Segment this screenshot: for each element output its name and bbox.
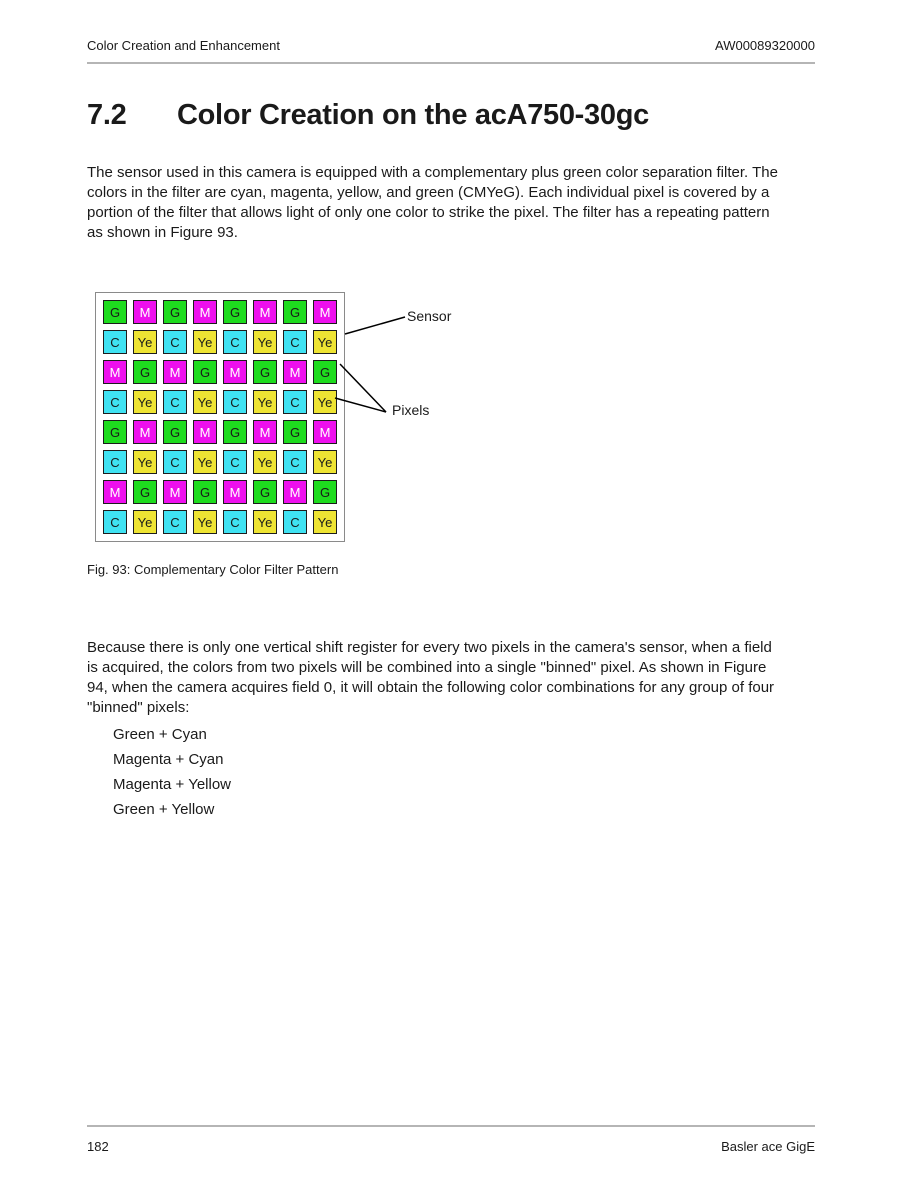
filter-cell-g: G bbox=[193, 360, 217, 384]
filter-cell-g: G bbox=[223, 420, 247, 444]
filter-cell-g: G bbox=[313, 480, 337, 504]
filter-cell-m: M bbox=[313, 420, 337, 444]
header-section-label: Color Creation and Enhancement bbox=[87, 38, 280, 53]
page-footer bbox=[87, 1125, 815, 1154]
figure-93 bbox=[87, 292, 779, 544]
filter-cell-g: G bbox=[133, 360, 157, 384]
page-header bbox=[87, 38, 815, 64]
filter-cell-ye: Ye bbox=[193, 330, 217, 354]
filter-cell-ye: Ye bbox=[193, 510, 217, 534]
filter-cell-ye: Ye bbox=[193, 390, 217, 414]
filter-cell-ye: Ye bbox=[253, 510, 277, 534]
filter-cell-m: M bbox=[193, 300, 217, 324]
filter-cell-m: M bbox=[253, 300, 277, 324]
filter-cell-c: C bbox=[163, 450, 187, 474]
filter-cell-m: M bbox=[133, 420, 157, 444]
filter-cell-g: G bbox=[223, 300, 247, 324]
filter-cell-m: M bbox=[283, 360, 307, 384]
filter-cell-m: M bbox=[133, 300, 157, 324]
color-combination-item: Magenta + Cyan bbox=[113, 751, 224, 768]
filter-cell-ye: Ye bbox=[313, 390, 337, 414]
filter-cell-m: M bbox=[313, 300, 337, 324]
filter-cell-m: M bbox=[223, 480, 247, 504]
filter-cell-ye: Ye bbox=[193, 450, 217, 474]
filter-cell-ye: Ye bbox=[253, 450, 277, 474]
filter-cell-m: M bbox=[103, 360, 127, 384]
header-document-number: AW00089320000 bbox=[715, 38, 815, 53]
filter-cell-g: G bbox=[163, 300, 187, 324]
filter-cell-g: G bbox=[103, 300, 127, 324]
filter-cell-g: G bbox=[313, 360, 337, 384]
filter-cell-ye: Ye bbox=[133, 390, 157, 414]
filter-cell-g: G bbox=[283, 300, 307, 324]
filter-cell-c: C bbox=[163, 390, 187, 414]
section-heading bbox=[87, 99, 815, 132]
color-combination-item: Magenta + Yellow bbox=[113, 776, 232, 793]
filter-cell-c: C bbox=[163, 510, 187, 534]
filter-cell-m: M bbox=[283, 480, 307, 504]
filter-cell-c: C bbox=[283, 330, 307, 354]
filter-cell-m: M bbox=[223, 360, 247, 384]
filter-cell-ye: Ye bbox=[133, 450, 157, 474]
filter-cell-m: M bbox=[103, 480, 127, 504]
filter-cell-m: M bbox=[253, 420, 277, 444]
filter-cell-c: C bbox=[283, 510, 307, 534]
filter-cell-g: G bbox=[163, 420, 187, 444]
color-combination-item: Green + Cyan bbox=[113, 726, 207, 743]
filter-cell-c: C bbox=[223, 330, 247, 354]
filter-cell-ye: Ye bbox=[313, 510, 337, 534]
filter-cell-c: C bbox=[103, 390, 127, 414]
filter-cell-c: C bbox=[223, 390, 247, 414]
filter-cell-g: G bbox=[193, 480, 217, 504]
footer-product-name: Basler ace GigE bbox=[721, 1139, 815, 1154]
filter-cell-ye: Ye bbox=[313, 330, 337, 354]
pixels-label: Pixels bbox=[392, 402, 430, 418]
filter-cell-ye: Ye bbox=[313, 450, 337, 474]
filter-cell-c: C bbox=[103, 330, 127, 354]
filter-cell-ye: Ye bbox=[133, 510, 157, 534]
filter-cell-m: M bbox=[193, 420, 217, 444]
section-title-text: Color Creation on the acA750-30gc bbox=[177, 99, 649, 131]
filter-cell-m: M bbox=[163, 480, 187, 504]
filter-cell-c: C bbox=[283, 450, 307, 474]
color-combination-list bbox=[113, 727, 231, 827]
filter-cell-c: C bbox=[223, 510, 247, 534]
filter-cell-c: C bbox=[283, 390, 307, 414]
sensor-pointer-line bbox=[345, 317, 405, 334]
page-number: 182 bbox=[87, 1139, 109, 1154]
filter-cell-ye: Ye bbox=[253, 390, 277, 414]
color-filter-grid bbox=[95, 292, 345, 542]
paragraph-binning: Because there is only one vertical shift register for every two pixels in the camera's sensor, when a field is acquired, the colors from two pixels will be combined into a single "binned" pixel. As shown in Figure 94, when the camera acquires field 0, it will obtain the following color combinations for any group of four "binned" pixels: bbox=[87, 639, 775, 716]
pixels-pointer-line-1 bbox=[340, 364, 386, 412]
sensor-label: Sensor bbox=[407, 308, 452, 324]
filter-cell-c: C bbox=[103, 450, 127, 474]
filter-cell-m: M bbox=[163, 360, 187, 384]
filter-cell-g: G bbox=[283, 420, 307, 444]
figure-caption: Fig. 93: Complementary Color Filter Pattern bbox=[87, 562, 339, 577]
filter-cell-c: C bbox=[103, 510, 127, 534]
filter-cell-g: G bbox=[133, 480, 157, 504]
filter-cell-g: G bbox=[253, 360, 277, 384]
filter-cell-g: G bbox=[103, 420, 127, 444]
filter-cell-g: G bbox=[253, 480, 277, 504]
filter-cell-ye: Ye bbox=[133, 330, 157, 354]
paragraph-intro: The sensor used in this camera is equipped with a complementary plus green color separation filter. The colors in the filter are cyan, magenta, yellow, and green (CMYeG). Each individual pixel is covered by a portion of the filter that allows light of only one color to strike the pixel. The filter has a repeating pattern as shown in Figure 93. bbox=[87, 164, 778, 241]
filter-cell-c: C bbox=[163, 330, 187, 354]
filter-cell-ye: Ye bbox=[253, 330, 277, 354]
section-number: 7.2 bbox=[87, 99, 127, 131]
filter-cell-c: C bbox=[223, 450, 247, 474]
color-combination-item: Green + Yellow bbox=[113, 801, 215, 818]
